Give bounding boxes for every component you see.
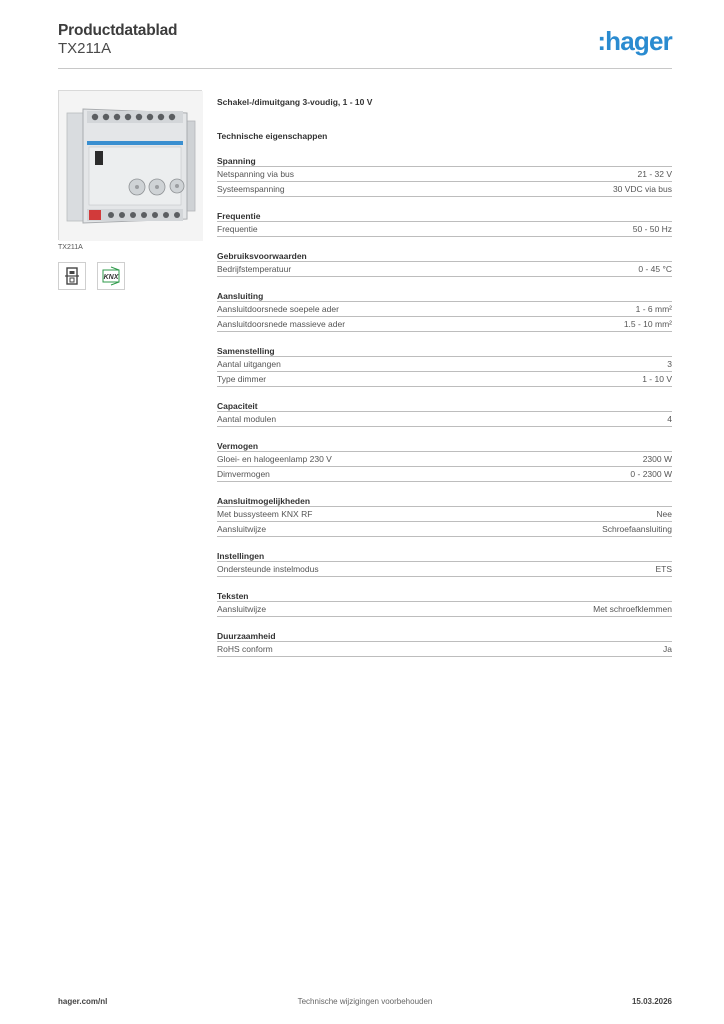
spec-label: Aantal uitgangen (217, 359, 281, 369)
spec-row (217, 507, 672, 522)
spec-label: Dimvermogen (217, 469, 270, 479)
spec-row (217, 262, 672, 277)
spec-label: Systeemspanning (217, 184, 285, 194)
din-rail-module-icon (58, 262, 86, 290)
spec-label: RoHS conform (217, 644, 273, 654)
spec-group-title: Vermogen (217, 440, 672, 452)
spec-row (217, 452, 672, 467)
spec-group (217, 590, 672, 617)
spec-label: Aantal modulen (217, 414, 277, 424)
spec-row (217, 642, 672, 657)
spec-value: ETS (655, 564, 672, 574)
spec-row (217, 562, 672, 577)
spec-value: 30 VDC via bus (612, 184, 672, 194)
spec-row (217, 182, 672, 197)
spec-group-title: Capaciteit (217, 400, 672, 412)
spec-value: 50 - 50 Hz (632, 224, 672, 234)
product-code: TX211A (58, 40, 112, 57)
spec-group (217, 630, 672, 657)
product-description: Schakel-/dimuitgang 3-voudig, 1 - 10 V (217, 97, 373, 107)
footer-date: 15.03.2026 (631, 997, 672, 1006)
spec-group-title: Aansluiting (217, 290, 672, 302)
spec-label: Aansluitdoorsnede massieve ader (217, 319, 346, 329)
spec-value: Met schroefklemmen (593, 604, 672, 614)
footer-url[interactable]: hager.com/nl (58, 997, 108, 1006)
spec-row (217, 467, 672, 482)
spec-group (217, 495, 672, 537)
footer-disclaimer: Technische wijzigingen voorbehouden (297, 997, 433, 1006)
product-specs (217, 96, 672, 657)
spec-group-title: Spanning (217, 155, 672, 167)
spec-value: Schroefaansluiting (602, 524, 672, 534)
spec-group (217, 440, 672, 482)
spec-label: Gloei- en halogeenlamp 230 V (217, 454, 332, 464)
spec-group (217, 345, 672, 387)
spec-row (217, 222, 672, 237)
spec-label: Aansluitwijze (217, 604, 267, 614)
spec-groups (217, 155, 672, 657)
spec-label: Aansluitwijze (217, 524, 267, 534)
spec-label: Aansluitdoorsnede soepele ader (217, 304, 339, 314)
spec-row (217, 357, 672, 372)
spec-value: Ja (663, 644, 672, 654)
spec-group (217, 250, 672, 277)
spec-row (217, 372, 672, 387)
spec-group-title: Frequentie (217, 210, 672, 222)
spec-row (217, 302, 672, 317)
knx-logo-icon (97, 262, 125, 290)
spec-row (217, 317, 672, 332)
spec-group (217, 550, 672, 577)
hager-logo (597, 26, 672, 56)
spec-row (217, 412, 672, 427)
spec-group-title: Samenstelling (217, 345, 672, 357)
spec-value: 1 - 10 V (642, 374, 672, 384)
header-divider (58, 68, 672, 69)
spec-value: 21 - 32 V (637, 169, 672, 179)
page-footer (58, 997, 672, 1011)
spec-value: 0 - 2300 W (630, 469, 672, 479)
spec-group-title: Aansluitmogelijkheden (217, 495, 672, 507)
spec-group-title: Instellingen (217, 550, 672, 562)
product-image (58, 90, 202, 240)
spec-value: 4 (667, 414, 672, 424)
spec-value: 0 - 45 °C (638, 264, 672, 274)
spec-label: Bedrijfstemperatuur (217, 264, 292, 274)
svg-text:KNX: KNX (103, 274, 119, 281)
spec-label: Ondersteunde instelmodus (217, 564, 319, 574)
hager-logo-text: :hager (597, 26, 672, 56)
spec-value: Nee (656, 509, 672, 519)
spec-row (217, 602, 672, 617)
spec-value: 2300 W (642, 454, 672, 464)
spec-label: Frequentie (217, 224, 258, 234)
spec-row (217, 522, 672, 537)
spec-group-title: Gebruiksvoorwaarden (217, 250, 672, 262)
spec-row (217, 167, 672, 182)
spec-label: Type dimmer (217, 374, 267, 384)
page-header (58, 20, 672, 70)
image-caption: TX211A (58, 244, 83, 251)
spec-group-title: Duurzaamheid (217, 630, 672, 642)
spec-label: Netspanning via bus (217, 169, 295, 179)
spec-group-title: Teksten (217, 590, 672, 602)
spec-group (217, 290, 672, 332)
spec-value: 1.5 - 10 mm² (623, 319, 672, 329)
spec-group (217, 210, 672, 237)
spec-value: 1 - 6 mm² (635, 304, 672, 314)
knx-dimmer-module-icon (59, 91, 203, 241)
specs-heading: Technische eigenschappen (217, 131, 328, 141)
document-title: Productdatablad (58, 22, 178, 39)
spec-value: 3 (667, 359, 672, 369)
spec-label: Met bussysteem KNX RF (217, 509, 313, 519)
spec-group (217, 155, 672, 197)
spec-group (217, 400, 672, 427)
